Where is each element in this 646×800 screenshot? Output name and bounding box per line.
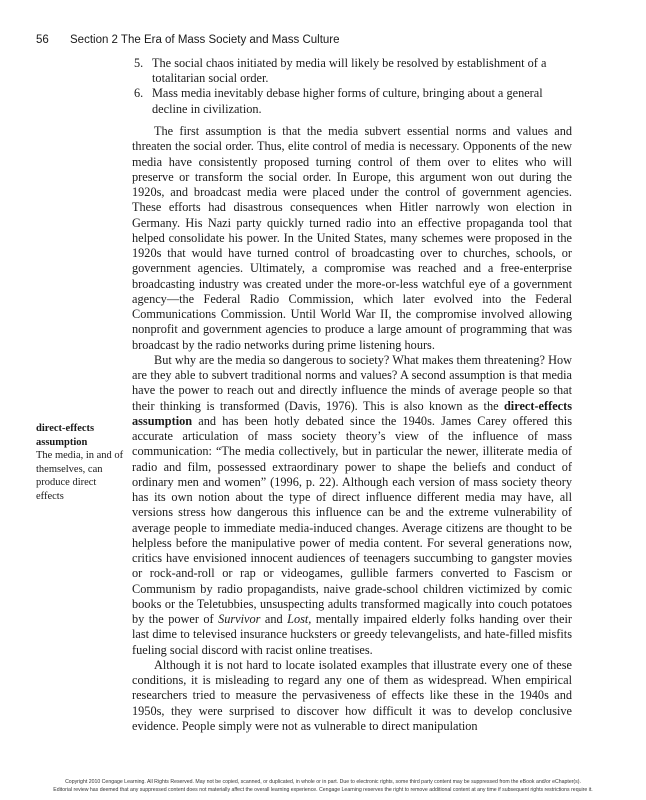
copyright-line: Editorial review has deemed that any suppressed content does not materially affect the overall learning experience. Cengage Learning reserves the right to remove additional content at any time if subsequent rights restrictions require it.	[53, 787, 593, 793]
body-text	[132, 124, 572, 734]
paragraph-text: mentally impaired elderly folks handing over their last dime to televised insurance hucksters or greedy televangelists, and hate-filled misfits fueling social discord with racist online treatises.	[132, 612, 572, 657]
paragraph-text: and has been hotly debated since the 1940s. James Carey offered this accurate articulation of mass society theory’s view of the influence of mass communication: “The media collectively, but in particular the newer, illiterate media of radio and film, possessed extraordinary power to shape the beliefs and conduct of ordinary men and women” (1996, p. 22). Although each version of mass society theory has its own notion about the type of direct influence different media may have, all versions stress how dangerous this influence can be and the extreme vulnerability of average people to immediate media-induced changes. Average citizens are thought to be helpless before the manipulative power of media content. For several generations now, critics have envisioned innocent audiences of teenagers succumbing to gangster movies or rock-and-roll or rap or videogames, gullible farmers converted to Fascism or Communism by radio propagandists, naive grade-school children victimized by comic books or the Teletubbies, unsuspecting adults transformed magically into couch potatoes by the power of	[132, 413, 572, 626]
glossary-term: direct-effects assumption	[36, 423, 95, 448]
copyright-line: Copyright 2010 Cengage Learning. All Rights Reserved. May not be copied, scanned, or duplicated, in whole or in part. Due to electronic rights, some third party content may be suppressed from the eBook and/or eChapter(s).	[65, 779, 581, 785]
show-title: Survivor	[218, 612, 261, 626]
section-title: Section 2 The Era of Mass Society and Mass Culture	[70, 34, 340, 46]
paragraph-text: and	[260, 612, 288, 626]
list-item	[134, 86, 574, 116]
list-item-text: Mass media inevitably debase higher forms of culture, bringing about a general decline in civilization.	[152, 86, 543, 116]
list-item-number: 5.	[134, 56, 144, 70]
paragraph: Although it is not hard to locate isolated examples that illustrate every one of these conditions, it is misleading to regard any one of them as widespread. When empirical researchers tried to measure the pervasiveness of effects like these in the 1940s and 1950s, they were surprised to discover how difficult it was to develop conclusive evidence. People simply were not as vulnerable to direct manipulation	[132, 657, 572, 733]
page-number: 56	[36, 34, 49, 46]
copyright-footer	[10, 778, 636, 794]
numbered-list	[134, 56, 574, 117]
list-item	[134, 56, 574, 86]
paragraph: The first assumption is that the media subvert essential norms and values and threaten the social order. Thus, elite control of media is necessary. Opponents of the new media have consistently proposed turning control of them over to elites who will preserve or transform the social order. In Europe, this argument won out during the 1920s, and broadcast media were placed under the control of government agencies. These efforts had disastrous consequences when Hitler narrowly won election in Germany. His Nazi party quickly turned radio into an effective propaganda tool that helped consolidate his power. In the United States, many schemes were proposed in the 1920s that would have turned control of broadcasting over to churches, schools, or government agencies. Ultimately, a compromise was reached and a free-enterprise broadcasting industry was created under the more-or-less watchful eye of a government agency—the Federal Radio Commission, which later evolved into the Federal Communications Commission. Until World War II, the compromise involved allowing nonprofit and government agencies to produce a large amount of programming that was broadcast by the radio networks during prime listening hours.	[132, 124, 572, 352]
show-title: Lost,	[287, 612, 312, 626]
paragraph-text: But why are the media so dangerous to society? What makes them threatening? How are they able to subvert traditional norms and values? A second assumption is that media have the power to reach out and directly influence the minds of average people so that their thinking is transformed (Davis, 1976). This is also known as the	[132, 352, 572, 413]
glossary-definition: The media, in and of themselves, can produce direct effects	[36, 450, 124, 502]
list-item-number: 6.	[134, 86, 144, 101]
list-item-text: The social chaos initiated by media will likely be resolved by establishment of a totalitarian social order.	[152, 56, 547, 86]
margin-glossary-note	[36, 422, 124, 503]
key-term: direct-effects assumption	[132, 398, 572, 428]
paragraph	[132, 353, 572, 658]
running-header	[36, 34, 616, 46]
